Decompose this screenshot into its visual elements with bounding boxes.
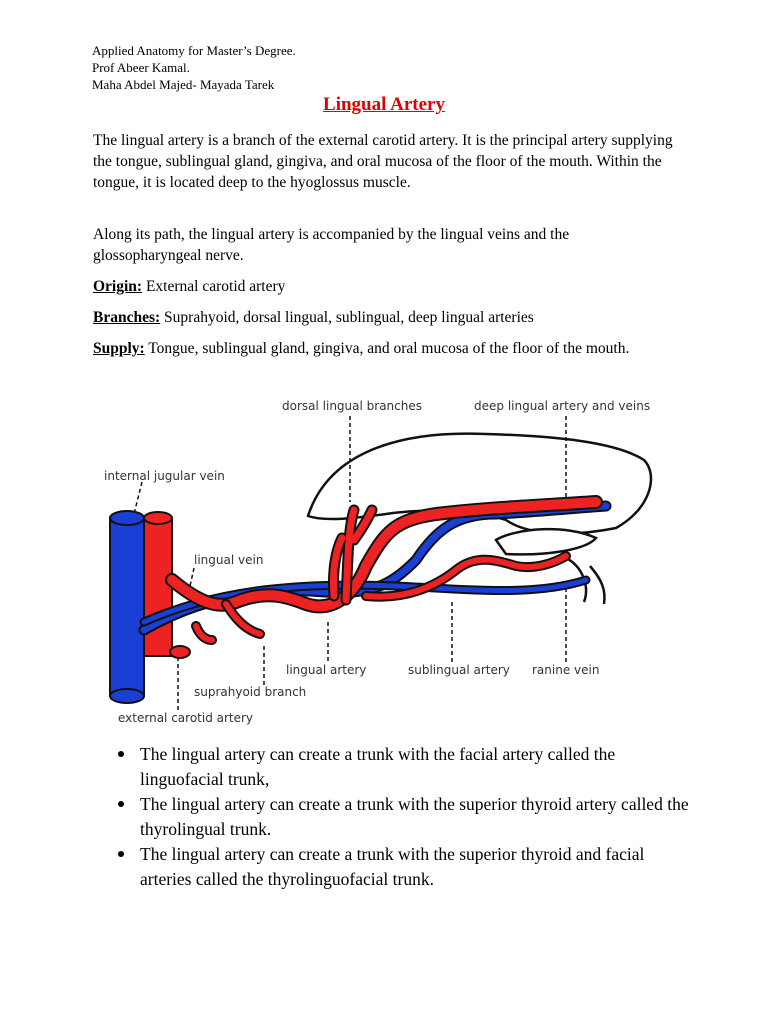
bullet-icon: [118, 751, 124, 757]
list-item-text: The lingual artery can create a trunk with the superior thyroid and facial arteries called the thyrolinguofacial trunk.: [140, 844, 645, 889]
floor-outline: [496, 529, 596, 554]
course-line: Applied Anatomy for Master’s Degree.: [92, 43, 296, 58]
document-header: [92, 42, 296, 93]
diagram-svg: [96, 390, 676, 730]
label-suprahyoid-branch: suprahyoid branch: [194, 685, 307, 699]
branches-label: Branches:: [93, 309, 161, 326]
branches-value: Suprahyoid, dorsal lingual, sublingual, deep lingual arteries: [160, 309, 534, 326]
list-item-text: The lingual artery can create a trunk with the superior thyroid artery called the thyrolingual trunk.: [140, 794, 689, 839]
origin-line: [93, 276, 673, 297]
supply-label: Supply:: [93, 340, 145, 357]
page-title: Lingual Artery: [323, 94, 445, 115]
bullet-icon: [118, 801, 124, 807]
lingual-arteries: [172, 502, 596, 640]
trunk-variations-list: [110, 742, 690, 892]
bullet-icon: [118, 851, 124, 857]
leader-ijv: [134, 482, 142, 514]
lingual-artery-diagram: [96, 390, 676, 730]
label-external-carotid-artery: external carotid artery: [118, 711, 254, 725]
supply-value: Tongue, sublingual gland, gingiva, and oral mucosa of the floor of the mouth.: [144, 340, 630, 357]
origin-value: External carotid artery: [142, 278, 286, 295]
label-deep-lingual: deep lingual artery and veins: [474, 399, 651, 413]
list-item: [110, 742, 690, 792]
origin-label: Origin:: [93, 278, 143, 295]
label-lingual-artery: lingual artery: [286, 663, 367, 677]
list-item: [110, 842, 690, 892]
label-sublingual-artery: sublingual artery: [408, 663, 510, 677]
label-ranine-vein: ranine vein: [532, 663, 600, 677]
label-internal-jugular-vein: internal jugular vein: [104, 469, 225, 483]
professor-line: Prof Abeer Kamal.: [92, 60, 190, 75]
label-dorsal-lingual-branches: dorsal lingual branches: [282, 399, 422, 413]
branches-line: [93, 307, 673, 328]
internal-jugular-vein: [110, 518, 144, 696]
path-paragraph: Along its path, the lingual artery is accompanied by the lingual veins and the glossopharyngeal nerve.: [93, 226, 570, 264]
intro-paragraph: The lingual artery is a branch of the external carotid artery. It is the principal artery supplying the tongue, sublingual gland, gingiva, and oral mucosa of the floor of the mouth. Within the tongue, it is located deep to the hyoglossus muscle.: [93, 132, 673, 191]
list-item: [110, 792, 690, 842]
external-carotid-artery: [144, 518, 172, 656]
label-lingual-vein: lingual vein: [194, 553, 264, 567]
authors-line: Maha Abdel Majed- Mayada Tarek: [92, 77, 275, 92]
list-item-text: The lingual artery can create a trunk with the facial artery called the linguofacial trunk,: [140, 744, 616, 789]
supply-line: [93, 338, 673, 359]
